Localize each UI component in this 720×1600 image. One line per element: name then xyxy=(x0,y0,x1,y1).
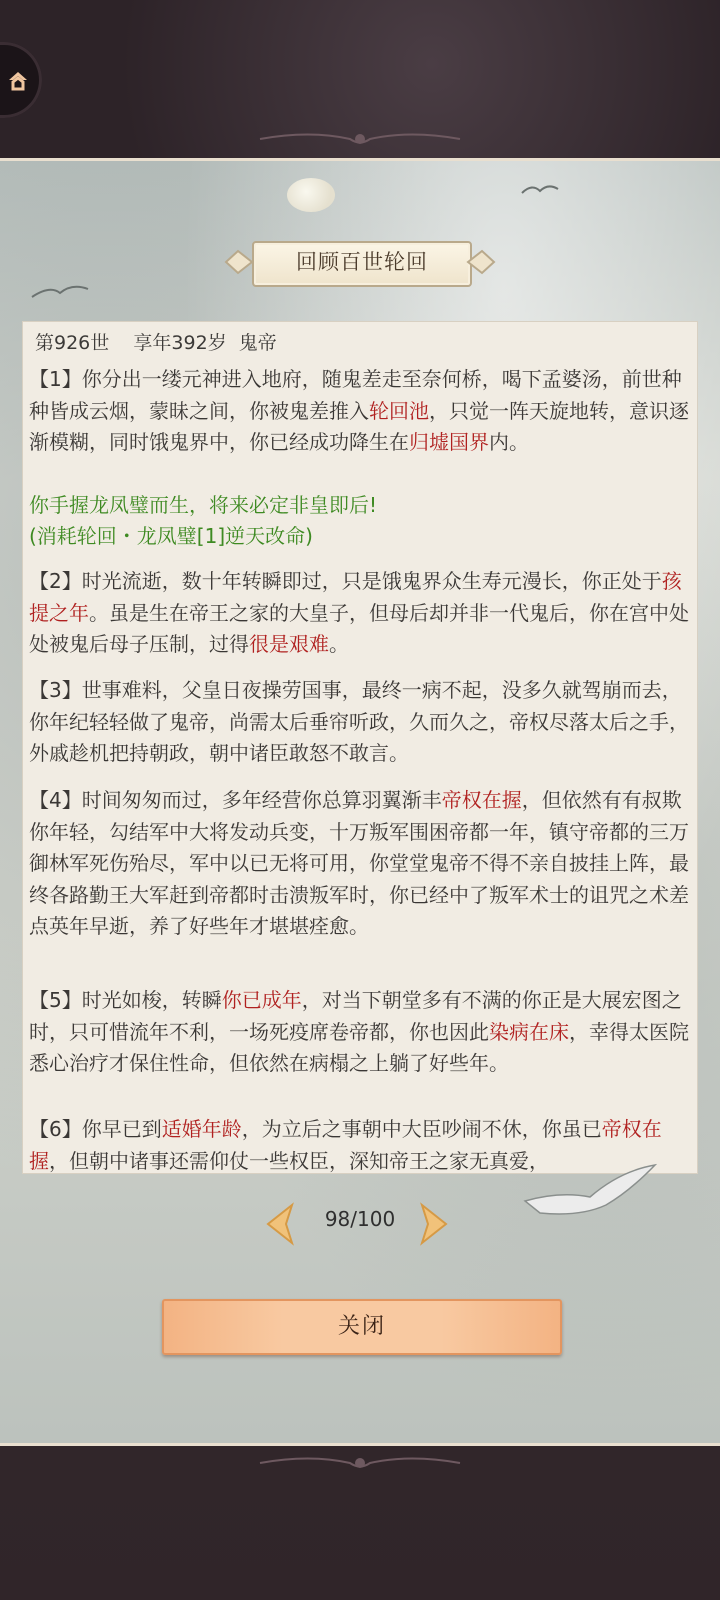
reincarnation-panel xyxy=(0,158,720,1446)
ornament-divider xyxy=(250,1450,470,1476)
story-paragraph: 【1】你分出一缕元神进入地府，随鬼差走至奈何桥，喝下孟婆汤，前世种种皆成云烟，蒙昧之间，你被鬼差推入轮回池，只觉一阵天旋地转，意识逐渐模糊，同时饿鬼界中，你已经成功降生在归墟国界内。 xyxy=(29,367,689,454)
story-paragraph: 【5】时光如梭，转瞬你已成年，对当下朝堂多有不满的你正是大展宏图之时，只可惜流年不利，一场死疫席卷帝都，你也因此染病在床，幸得太医院悉心治疗才保住性命，但依然在病榻之上躺了好些年。 xyxy=(29,988,689,1075)
story-note: (消耗轮回・龙凤璧[1]逆天改命) xyxy=(29,524,313,548)
prev-page-icon[interactable] xyxy=(260,1201,300,1247)
life-header: 第926世 享年392岁 鬼帝 xyxy=(35,332,277,354)
back-button[interactable] xyxy=(0,42,42,118)
back-arrow-icon xyxy=(3,65,33,95)
top-bar xyxy=(0,0,720,160)
story-text-box[interactable] xyxy=(22,321,698,1174)
crane-decoration xyxy=(520,1161,660,1231)
page-indicator: 98/100 xyxy=(324,1207,396,1231)
page-title: 回顾百世轮回 xyxy=(296,250,428,274)
story-paragraph: 【2】时光流逝，数十年转瞬即过，只是饿鬼界众生寿元漫长，你正处于孩提之年。虽是生在帝王之家的大皇子，但母后却并非一代鬼后，你在宫中处处被鬼后母子压制，过得很是艰难。 xyxy=(29,569,689,656)
crane-decoration xyxy=(30,281,90,301)
crane-decoration xyxy=(520,181,560,199)
story-note: 你手握龙凤璧而生，将来必定非皇即后! xyxy=(29,493,378,517)
story-paragraph: 【4】时间匆匆而过，多年经营你总算羽翼渐丰帝权在握，但依然有有叔欺你年轻，勾结军中大将发动兵变，十万叛军围困帝都一年，镇守帝都的三万御林军死伤殆尽，军中以已无将可用，你堂堂鬼帝不得不亲自披挂上阵，最终各路勤王大军赶到帝都时击溃叛军时，你已经中了叛军术士的诅咒之术差点英年早逝，养了好些年才堪堪痊愈。 xyxy=(29,788,689,938)
next-page-icon[interactable] xyxy=(414,1201,454,1247)
moon xyxy=(287,178,335,212)
story-paragraph: 【3】世事难料，父皇日夜操劳国事，最终一病不起，没多久就驾崩而去，你年纪轻轻做了鬼帝，尚需太后垂帘听政，久而久之，帝权尽落太后之手，外戚趁机把持朝政，朝中诸臣敢怒不敢言。 xyxy=(29,678,689,765)
close-button[interactable]: 关闭 xyxy=(162,1299,562,1355)
story-paragraph: 【6】你早已到适婚年龄，为立后之事朝中大臣吵闹不休，你虽已帝权在握，但朝中诸事还需仰仗一些权臣，深知帝王之家无真爱， xyxy=(29,1117,662,1173)
title-plate xyxy=(222,239,498,285)
ornament-left xyxy=(224,247,254,277)
ornament-divider xyxy=(250,126,470,152)
